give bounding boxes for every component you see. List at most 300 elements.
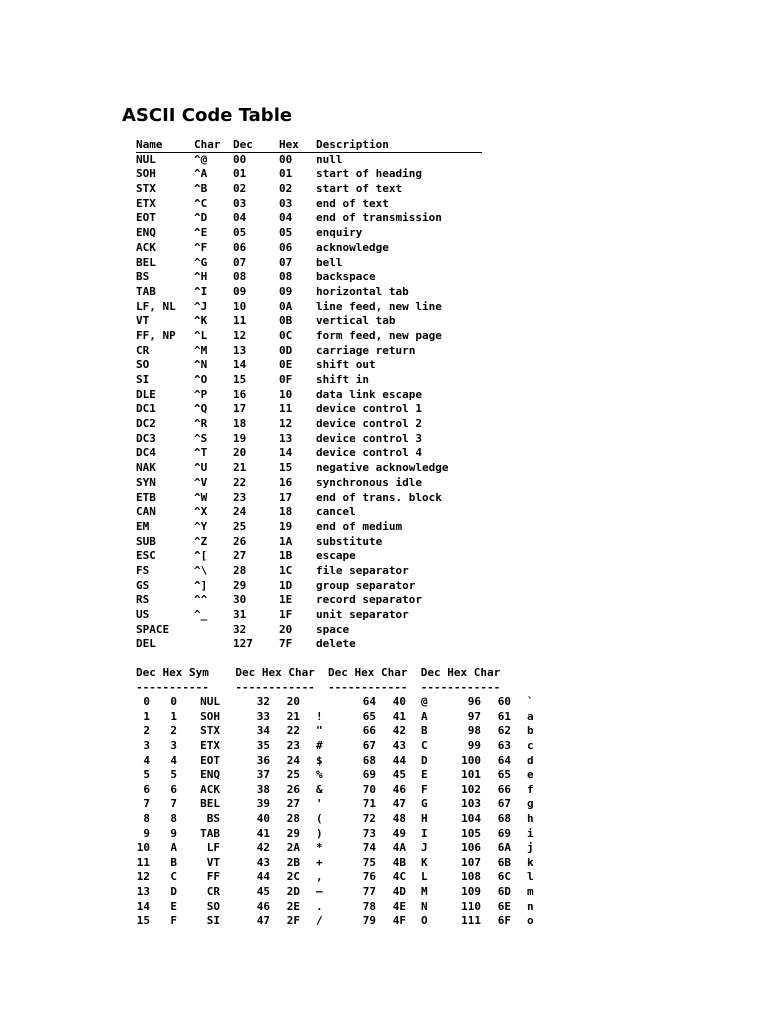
cell-char: %: [316, 768, 323, 782]
cell-hex: 10: [279, 387, 293, 401]
cell-char: n: [527, 899, 534, 913]
cell-dec: 03: [233, 196, 247, 210]
cell-dec: 107: [461, 855, 481, 869]
cell-dec: 4: [143, 753, 150, 767]
cell-dec: 37: [256, 768, 270, 782]
cell-dec: 1: [143, 709, 150, 723]
cell-dec: 15: [136, 914, 150, 928]
cell-hex: 67: [497, 797, 511, 811]
cell-hex: 25: [286, 768, 300, 782]
cell-char: ^Q: [194, 402, 208, 416]
cell-sym: BEL: [200, 797, 220, 811]
cell-dec: 103: [461, 797, 481, 811]
cell-char: ,: [316, 870, 323, 884]
cell-char: ^U: [194, 461, 208, 475]
cell-dec: 66: [362, 724, 376, 738]
cell-dec: 14: [136, 899, 150, 913]
cell-char: ^L: [194, 328, 208, 342]
cell-hex: C: [170, 870, 177, 884]
cell-dec: 7: [143, 797, 150, 811]
cell-hex: 60: [497, 695, 511, 709]
cell-hex: 4D: [392, 884, 406, 898]
cell-description: device control 1: [316, 402, 422, 416]
cell-dec: 06: [233, 240, 247, 254]
cell-dec: 69: [362, 768, 376, 782]
cell-dec: 32: [233, 622, 247, 636]
cell-name: CAN: [136, 505, 156, 519]
cell-description: line feed, new line: [316, 299, 442, 313]
cell-name: BS: [136, 270, 150, 284]
cell-sym: TAB: [200, 826, 220, 840]
cell-hex: B: [170, 855, 177, 869]
cell-name: EOT: [136, 211, 156, 225]
cell-char: M: [421, 884, 428, 898]
cell-dec: 25: [233, 519, 247, 533]
cell-char: ^Z: [194, 534, 208, 548]
cell-description: vertical tab: [316, 314, 396, 328]
cell-hex: F: [170, 914, 177, 928]
cell-description: data link escape: [316, 387, 422, 401]
cell-description: substitute: [316, 534, 383, 548]
cell-name: SOH: [136, 167, 156, 181]
cell-char: j: [527, 841, 534, 855]
cell-char: ^R: [194, 417, 208, 431]
cell-dec: 100: [461, 753, 481, 767]
cell-char: K: [421, 855, 428, 869]
cell-hex: 29: [286, 826, 300, 840]
cell-dec: 10: [233, 299, 247, 313]
cell-char: h: [527, 811, 534, 825]
cell-hex: 2A: [286, 841, 300, 855]
page-title: ASCII Code Table: [122, 105, 293, 126]
cell-name: DC4: [136, 446, 156, 460]
cell-char: ": [316, 724, 323, 738]
cell-char: –: [316, 884, 323, 898]
cell-dec: 07: [233, 255, 247, 269]
cell-char: k: [527, 855, 534, 869]
cell-hex: 47: [392, 797, 406, 811]
cell-dec: 16: [233, 387, 247, 401]
cell-hex: 4F: [392, 914, 406, 928]
cell-char: ': [316, 797, 323, 811]
cell-name: US: [136, 608, 150, 621]
cell-hex: 28: [286, 811, 300, 825]
cell-hex: 06: [279, 240, 293, 254]
cell-dec: 45: [256, 884, 270, 898]
cell-hex: 23: [286, 738, 300, 752]
cell-name: VT: [136, 314, 150, 328]
cell-hex: 1D: [279, 578, 293, 592]
cell-char: ^J: [194, 299, 208, 313]
cell-dec: 15: [233, 373, 247, 386]
header-dec: Dec: [233, 138, 253, 151]
cell-name: NUL: [136, 152, 156, 166]
cell-char: ^I: [194, 284, 208, 298]
cell-hex: 1A: [279, 534, 293, 548]
cell-dec: 47: [256, 914, 270, 928]
cell-hex: 09: [279, 284, 293, 298]
cell-name: NAK: [136, 461, 156, 475]
cell-hex: 65: [497, 768, 511, 782]
cell-dec: 39: [256, 797, 270, 811]
cell-name: ETB: [136, 490, 156, 504]
cell-char: /: [316, 914, 323, 928]
cell-dec: 106: [461, 841, 481, 855]
cell-description: start of heading: [316, 167, 422, 181]
cell-description: escape: [316, 549, 356, 563]
cell-dec: 18: [233, 417, 247, 431]
cell-hex: 2C: [286, 870, 300, 884]
cell-char: a: [527, 709, 534, 723]
cell-hex: 19: [279, 519, 293, 533]
cell-name: RS: [136, 593, 150, 607]
cell-hex: 0A: [279, 299, 293, 313]
cell-name: TAB: [136, 284, 156, 298]
cell-char: ^H: [194, 270, 208, 284]
cell-name: DEL: [136, 637, 156, 651]
cell-hex: A: [170, 841, 177, 855]
cell-char: ^T: [194, 446, 208, 460]
cell-hex: 4C: [392, 870, 406, 884]
cell-char: $: [316, 753, 323, 767]
cell-name: SPACE: [136, 622, 170, 636]
cell-char: ^B: [194, 182, 208, 196]
cell-dec: 21: [233, 461, 247, 475]
cell-dec: 36: [256, 753, 270, 767]
cell-description: device control 4: [316, 446, 422, 460]
cell-char: H: [421, 811, 428, 825]
cell-hex: E: [170, 899, 177, 913]
cell-dec: 44: [256, 870, 270, 884]
cell-dec: 102: [461, 782, 481, 796]
cell-dec: 22: [233, 475, 247, 489]
cell-hex: 05: [279, 226, 293, 240]
cell-dec: 127: [233, 637, 253, 651]
cell-hex: 6A: [497, 841, 511, 855]
cell-dec: 73: [362, 826, 376, 840]
cell-name: STX: [136, 182, 156, 196]
cell-char: ^K: [194, 314, 208, 328]
cell-name: DC3: [136, 431, 156, 445]
cell-hex: 61: [497, 709, 511, 723]
cell-dec: 110: [461, 899, 481, 913]
cell-hex: 07: [279, 255, 293, 269]
cell-char: !: [316, 709, 323, 723]
header-underline: [136, 152, 482, 153]
cell-char: c: [527, 738, 534, 752]
cell-description: record separator: [316, 593, 422, 607]
cell-description: horizontal tab: [316, 284, 409, 298]
char-table-header-text: Dec Hex Sym Dec Hex Char Dec Hex Char Dec Hex Char: [136, 666, 501, 679]
cell-name: ACK: [136, 240, 156, 254]
cell-dec: 109: [461, 884, 481, 898]
cell-hex: 45: [392, 768, 406, 782]
cell-char: ^S: [194, 431, 208, 445]
cell-hex: 4E: [392, 899, 406, 913]
cell-hex: 6F: [497, 914, 511, 928]
cell-hex: 17: [279, 490, 293, 504]
cell-dec: 04: [233, 211, 247, 225]
cell-hex: 04: [279, 211, 293, 225]
cell-char: ^]: [194, 578, 208, 592]
cell-char: ^G: [194, 255, 208, 269]
cell-sym: EOT: [200, 753, 220, 767]
cell-char: l: [527, 870, 534, 884]
cell-description: carriage return: [316, 343, 416, 357]
cell-hex: 64: [497, 753, 511, 767]
cell-hex: 3: [170, 738, 177, 752]
cell-dec: 76: [362, 870, 376, 884]
cell-dec: 14: [233, 358, 247, 372]
cell-dec: 38: [256, 782, 270, 796]
cell-sym: SOH: [200, 709, 220, 723]
cell-hex: 03: [279, 196, 293, 210]
cell-description: backspace: [316, 270, 376, 284]
cell-sym: ETX: [200, 738, 220, 752]
cell-hex: 00: [279, 152, 293, 166]
cell-hex: 12: [279, 417, 293, 431]
cell-hex: 43: [392, 738, 406, 752]
cell-name: SI: [136, 373, 150, 386]
cell-char: &: [316, 782, 323, 796]
cell-char: g: [527, 797, 534, 811]
cell-hex: 48: [392, 811, 406, 825]
cell-hex: 1C: [279, 563, 293, 577]
cell-hex: 6E: [497, 899, 511, 913]
cell-sym: CR: [206, 884, 220, 898]
cell-dec: 75: [362, 855, 376, 869]
cell-dec: 65: [362, 709, 376, 723]
cell-dec: 01: [233, 167, 247, 181]
cell-hex: 20: [286, 695, 300, 709]
cell-char: m: [527, 884, 534, 898]
cell-dec: 8: [143, 811, 150, 825]
cell-char: ^Y: [194, 519, 208, 533]
cell-char: A: [421, 709, 428, 723]
cell-description: file separator: [316, 563, 409, 577]
cell-sym: BS: [206, 811, 220, 825]
cell-dec: 96: [467, 695, 481, 709]
cell-description: null: [316, 152, 343, 166]
cell-char: ^N: [194, 358, 208, 372]
cell-hex: 15: [279, 461, 293, 475]
cell-hex: 66: [497, 782, 511, 796]
cell-dec: 77: [362, 884, 376, 898]
cell-name: SYN: [136, 475, 156, 489]
cell-char: ^A: [194, 167, 208, 181]
cell-dec: 97: [467, 709, 481, 723]
cell-hex: 6B: [497, 855, 511, 869]
cell-dec: 35: [256, 738, 270, 752]
cell-hex: D: [170, 884, 177, 898]
cell-description: enquiry: [316, 226, 363, 240]
cell-dec: 46: [256, 899, 270, 913]
cell-char: N: [421, 899, 428, 913]
cell-sym: STX: [200, 724, 220, 738]
cell-hex: 69: [497, 826, 511, 840]
cell-name: ENQ: [136, 226, 156, 240]
cell-dec: 02: [233, 182, 247, 196]
cell-description: acknowledge: [316, 240, 389, 254]
cell-dec: 23: [233, 490, 247, 504]
cell-hex: 41: [392, 709, 406, 723]
cell-name: CR: [136, 343, 150, 357]
cell-dec: 40: [256, 811, 270, 825]
cell-sym: SI: [206, 914, 220, 928]
cell-char: @: [421, 695, 428, 709]
cell-description: start of text: [316, 182, 403, 196]
cell-dec: 108: [461, 870, 481, 884]
cell-dec: 28: [233, 563, 247, 577]
cell-dec: 105: [461, 826, 481, 840]
cell-char: I: [421, 826, 428, 840]
cell-char: o: [527, 914, 534, 928]
cell-char: ^F: [194, 240, 208, 254]
cell-sym: FF: [206, 870, 220, 884]
cell-hex: 9: [170, 826, 177, 840]
cell-name: DLE: [136, 387, 156, 401]
cell-hex: 2B: [286, 855, 300, 869]
cell-char: ^V: [194, 475, 208, 489]
cell-dec: 64: [362, 695, 376, 709]
cell-dec: 99: [467, 738, 481, 752]
cell-hex: 2D: [286, 884, 300, 898]
cell-dec: 67: [362, 738, 376, 752]
cell-dec: 42: [256, 841, 270, 855]
header-char: Char: [194, 138, 221, 151]
cell-hex: 40: [392, 695, 406, 709]
cell-char: B: [421, 724, 428, 738]
cell-description: unit separator: [316, 608, 409, 621]
cell-dec: 12: [233, 328, 247, 342]
cell-dec: 11: [136, 855, 150, 869]
cell-char: #: [316, 738, 323, 752]
cell-hex: 0: [170, 695, 177, 709]
cell-dec: 74: [362, 841, 376, 855]
cell-hex: 4A: [392, 841, 406, 855]
cell-hex: 5: [170, 768, 177, 782]
cell-dec: 98: [467, 724, 481, 738]
cell-hex: 21: [286, 709, 300, 723]
cell-dec: 09: [233, 284, 247, 298]
header-name: Name: [136, 138, 163, 151]
cell-hex: 1E: [279, 593, 293, 607]
cell-description: delete: [316, 637, 356, 651]
cell-char: ^W: [194, 490, 208, 504]
cell-description: group separator: [316, 578, 416, 592]
cell-char: F: [421, 782, 428, 796]
cell-dec: 05: [233, 226, 247, 240]
cell-dec: 101: [461, 768, 481, 782]
cell-hex: 0F: [279, 373, 293, 386]
cell-name: ESC: [136, 549, 156, 563]
cell-char: D: [421, 753, 428, 767]
header-description: Description: [316, 138, 389, 151]
cell-name: FS: [136, 563, 150, 577]
cell-hex: 0D: [279, 343, 293, 357]
cell-dec: 104: [461, 811, 481, 825]
cell-dec: 41: [256, 826, 270, 840]
cell-hex: 0E: [279, 358, 293, 372]
cell-dec: 20: [233, 446, 247, 460]
cell-char: ^P: [194, 387, 208, 401]
cell-dec: 26: [233, 534, 247, 548]
cell-dec: 34: [256, 724, 270, 738]
cell-hex: 1B: [279, 549, 293, 563]
cell-char: ^_: [194, 608, 208, 621]
cell-hex: 27: [286, 797, 300, 811]
cell-hex: 2E: [286, 899, 300, 913]
cell-description: end of trans. block: [316, 490, 442, 504]
cell-char: `: [527, 695, 534, 709]
cell-hex: 0B: [279, 314, 293, 328]
cell-char: ^X: [194, 505, 208, 519]
cell-description: bell: [316, 255, 343, 269]
cell-name: ETX: [136, 196, 156, 210]
cell-hex: 02: [279, 182, 293, 196]
cell-dec: 00: [233, 152, 247, 166]
cell-name: EM: [136, 519, 150, 533]
cell-description: device control 3: [316, 431, 422, 445]
cell-dec: 43: [256, 855, 270, 869]
cell-dec: 72: [362, 811, 376, 825]
cell-dec: 33: [256, 709, 270, 723]
cell-dec: 12: [136, 870, 150, 884]
cell-hex: 42: [392, 724, 406, 738]
cell-description: device control 2: [316, 417, 422, 431]
cell-hex: 1F: [279, 608, 293, 621]
cell-hex: 4B: [392, 855, 406, 869]
cell-char: E: [421, 768, 428, 782]
cell-description: cancel: [316, 505, 356, 519]
cell-char: ^M: [194, 343, 208, 357]
cell-char: ^D: [194, 211, 208, 225]
cell-char: ^E: [194, 226, 208, 240]
cell-hex: 6D: [497, 884, 511, 898]
cell-name: SO: [136, 358, 150, 372]
cell-char: ^\: [194, 563, 208, 577]
cell-description: form feed, new page: [316, 328, 442, 342]
cell-hex: 7F: [279, 637, 293, 651]
cell-hex: 62: [497, 724, 511, 738]
cell-name: DC2: [136, 417, 156, 431]
cell-char: O: [421, 914, 428, 928]
header-hex: Hex: [279, 138, 299, 151]
cell-description: shift out: [316, 358, 376, 372]
cell-hex: 6: [170, 782, 177, 796]
cell-description: shift in: [316, 373, 369, 386]
cell-hex: 6C: [497, 870, 511, 884]
cell-char: C: [421, 738, 428, 752]
cell-dec: 32: [256, 695, 270, 709]
cell-hex: 46: [392, 782, 406, 796]
cell-dec: 13: [136, 884, 150, 898]
cell-char: e: [527, 768, 534, 782]
cell-char: ^[: [194, 549, 208, 563]
cell-dec: 13: [233, 343, 247, 357]
cell-char: +: [316, 855, 323, 869]
cell-dec: 31: [233, 608, 247, 621]
cell-hex: 26: [286, 782, 300, 796]
cell-hex: 18: [279, 505, 293, 519]
cell-dec: 5: [143, 768, 150, 782]
cell-hex: 4: [170, 753, 177, 767]
cell-description: synchronous idle: [316, 475, 422, 489]
cell-name: LF, NL: [136, 299, 176, 313]
cell-hex: 2: [170, 724, 177, 738]
cell-name: DC1: [136, 402, 156, 416]
cell-hex: 7: [170, 797, 177, 811]
